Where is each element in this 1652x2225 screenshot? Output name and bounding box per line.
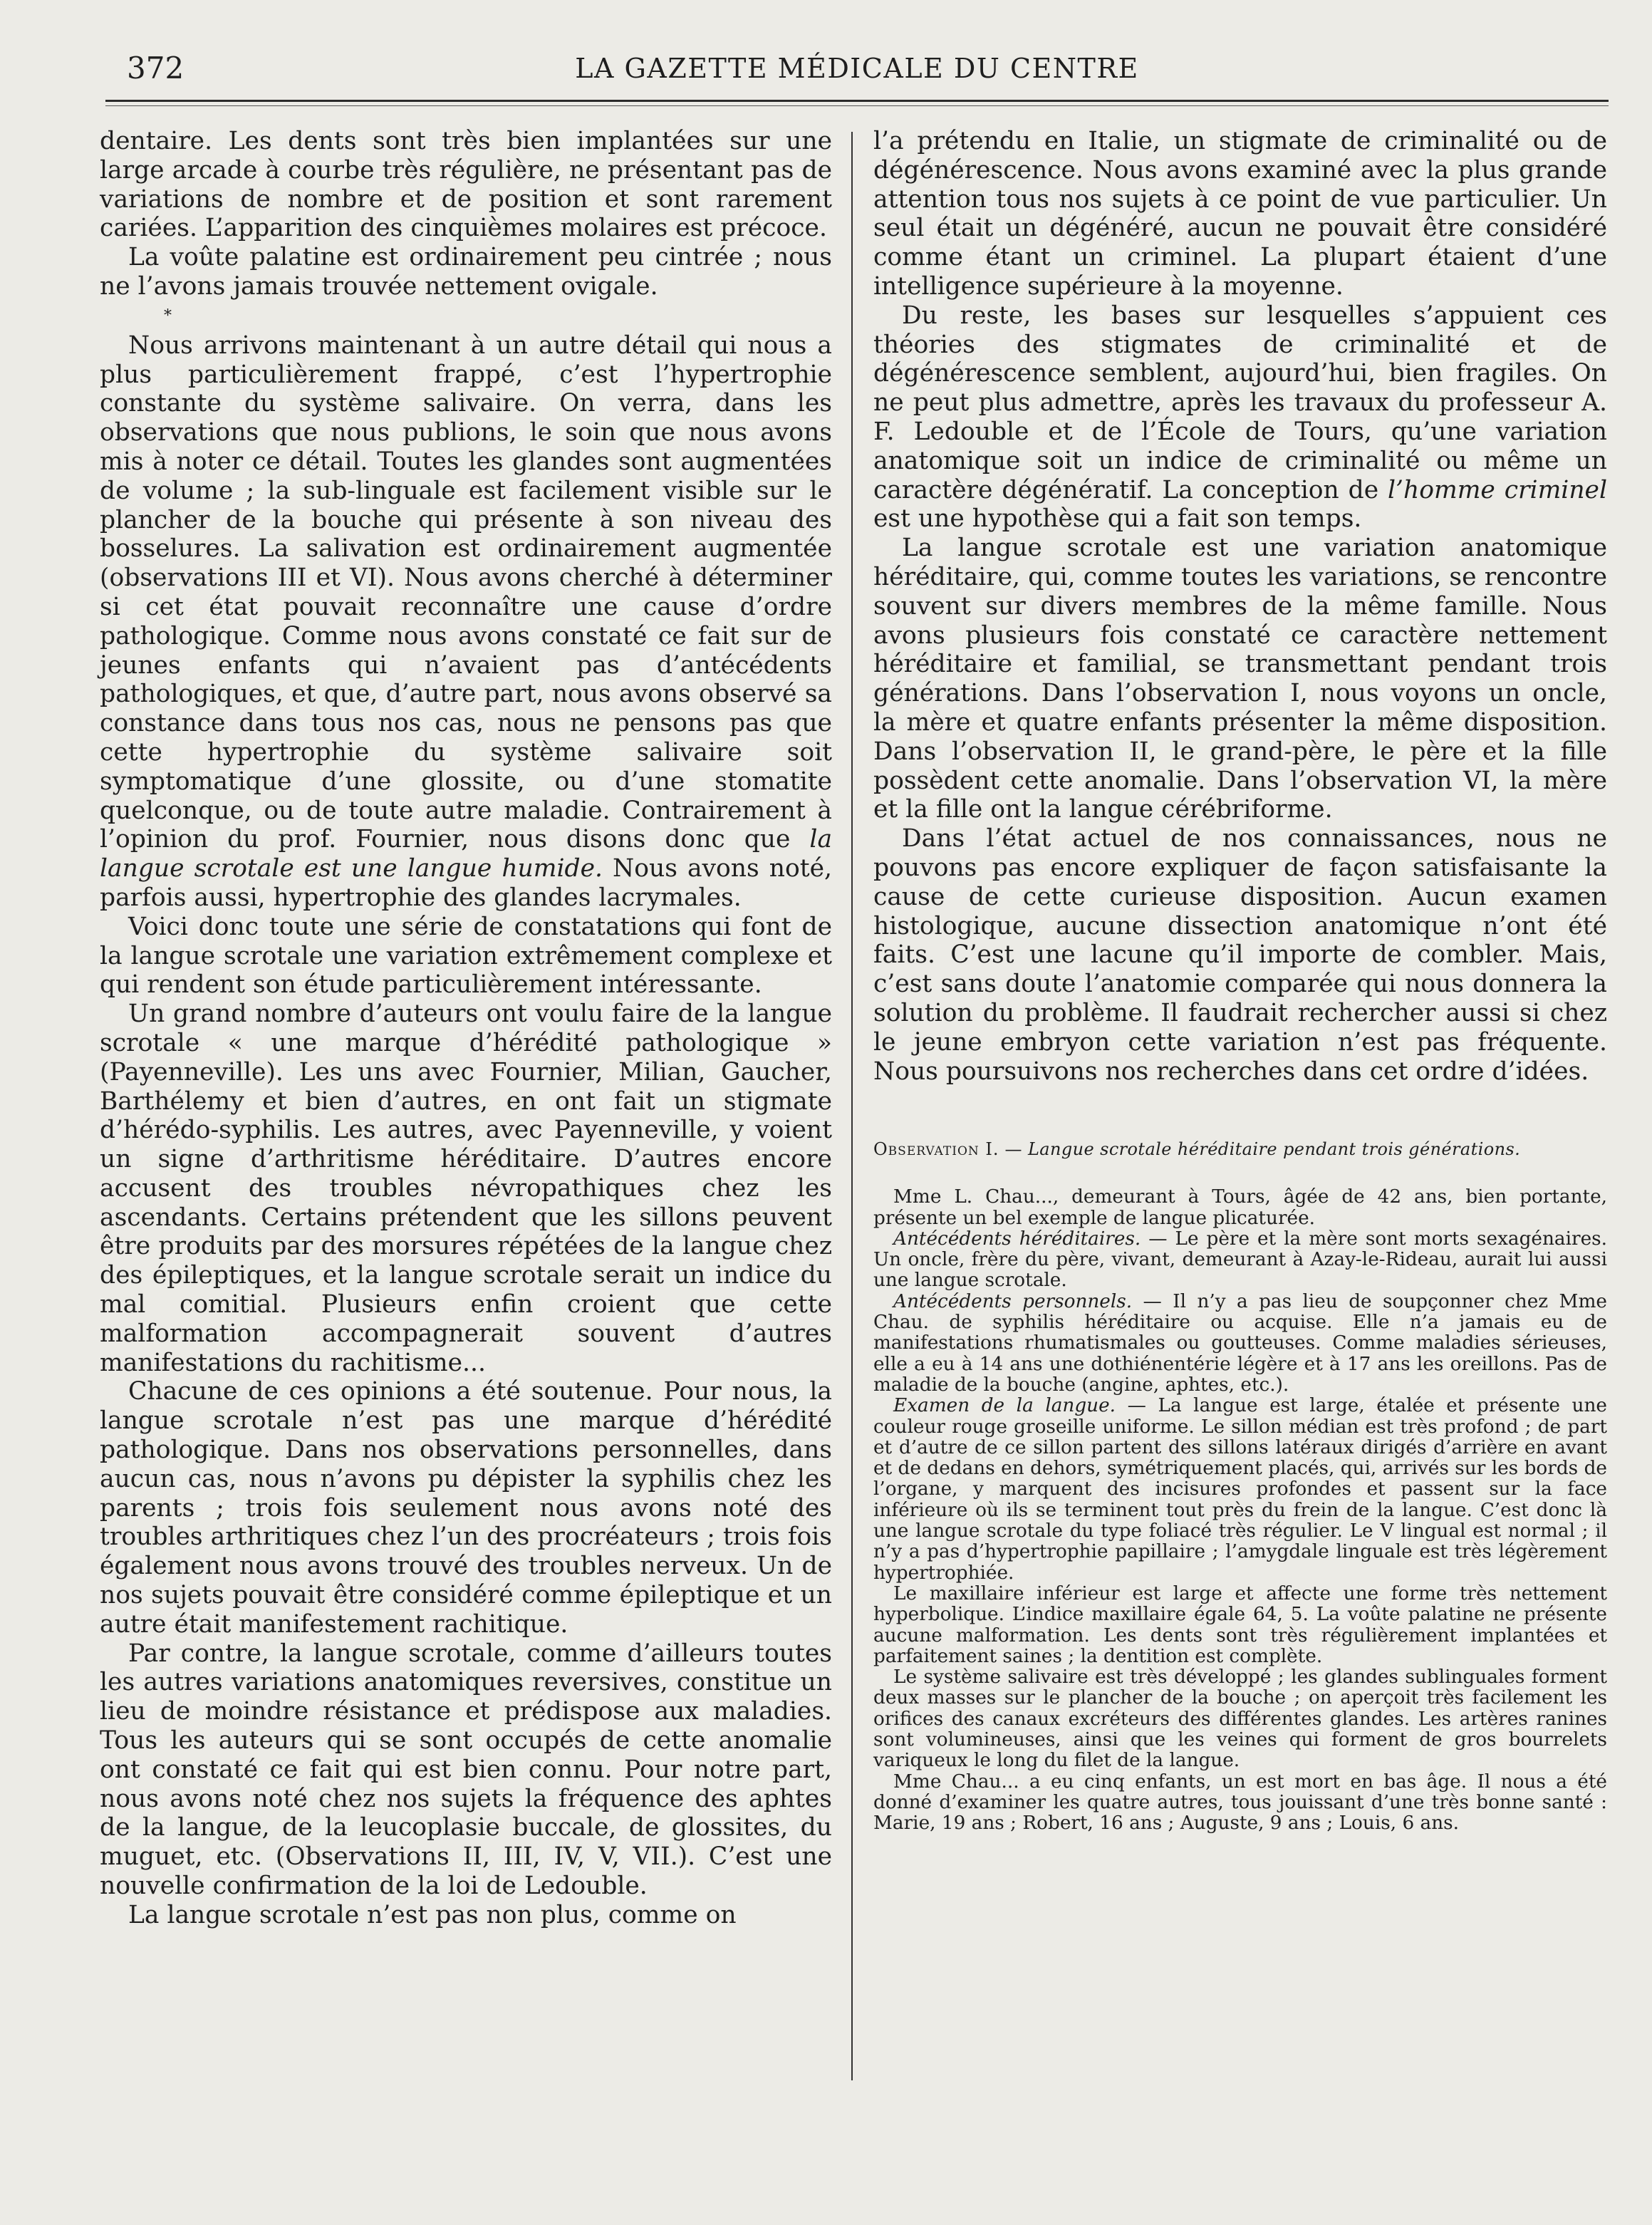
column-divider <box>851 132 853 2080</box>
observation-paragraph <box>873 1229 1607 1292</box>
paragraph-text: Du reste, les bases sur lesquelles s’appuient ces théories des stigmates de criminalité et de dégénérescence semblent, aujourd’hui, bien fragiles. On ne peut plus admettre, après les travaux du professeur A. F. Ledouble et de l’École de Tours, qu’une variation anatomique soit un indice de criminalité ou même un caractère dégénératif. La conception de <box>873 301 1607 504</box>
paragraph: Chacune de ces opinions a été soutenue. Pour nous, la langue scrotale n’est pas une marque d’hérédité pathologique. Dans nos observations personnelles, dans aucun cas, nous n’avons pu dépister la syphilis chez les parents ; trois fois seulement nous avons noté des troubles arthritiques chez l’un des procréateurs ; trois fois également nous avons trouvé des troubles nerveux. Un de nos sujets pouvait être considéré comme épileptique et un autre était manifestement rachitique. <box>100 1377 832 1639</box>
observation-text: — Il n’y a pas lieu de soupçonner chez Mme Chau. de syphilis héréditaire ou acquise. Elle n’a jamais eu de manifestations rhumatismales ou goutteuses. Comme maladies sérieuses, elle a eu à 14 ans une dothiénentérie légère et à 17 ans les oreillons. Pas de maladie de la bouche (angine, aphtes, etc.). <box>873 1290 1607 1396</box>
section-separator: * <box>164 306 172 325</box>
paragraph: La langue scrotale n’est pas non plus, comme on <box>128 1900 737 1929</box>
observation-title <box>873 1139 1607 1160</box>
observation-heading: Langue scrotale héréditaire pendant trois générations. <box>1027 1139 1521 1160</box>
observation-paragraph: Le système salivaire est très développé ; les glandes sublinguales forment deux masses sur le plancher de la bouche ; on aperçoit très facilement les orifices des canaux excréteurs des différentes glandes. Les artères ranines sont volumineuses, ainsi que les veines qui forment de gros bourrelets variqueux le long du filet de la langue. <box>873 1666 1607 1772</box>
page-header <box>105 50 1609 94</box>
observation-text: — Le père et la mère sont morts sexagénaires. Un oncle, frère du père, vivant, demeurant à Azay-le-Rideau, aurait lui aussi une langue scrotale. <box>873 1228 1607 1292</box>
subheading: Antécédents héréditaires. <box>893 1228 1141 1250</box>
paragraph <box>100 331 832 913</box>
paragraph: Par contre, la langue scrotale, comme d’ailleurs toutes les autres variations anatomiques reversives, constitue un lieu de moindre résistance et prédispose aux maladies. Tous les auteurs qui se sont occupés de cette anomalie ont constaté ce fait qui est bien connu. Pour notre part, nous avons noté chez nos sujets la fréquence des aphtes de la langue, de la leucoplasie buccale, de glossites, du muguet, etc. (Observations II, III, IV, V, VII.). C’est une nouvelle confirmation de la loi de Ledouble. <box>100 1639 832 1901</box>
observation-label: Observation I. <box>873 1139 999 1160</box>
paragraph: La langue scrotale est une variation anatomique héréditaire, qui, comme toutes les variations, se rencontre souvent sur divers membres de la même famille. Nous avons plusieurs fois constaté ce caractère nettement héréditaire et familial, se transmettant pendant trois générations. Dans l’observation I, nous voyons un oncle, la mère et quatre enfants présenter la même disposition. Dans l’observation II, le grand-père, le père et la fille possèdent cette anomalie. Dans l’observation VI, la mère et la fille ont la langue cérébriforme. <box>873 534 1607 824</box>
emphasis-text: l’homme criminel <box>1388 475 1607 504</box>
right-column <box>873 127 1607 1835</box>
paragraph: l’a prétendu en Italie, un stigmate de criminalité ou de dégénérescence. Nous avons examiné avec la plus grande attention tous nos sujets à ce point de vue particulier. Un seul était un dégénéré, aucun ne pouvait être considéré comme étant un criminel. La plupart étaient d’une intelligence supérieure à la moyenne. <box>873 127 1607 301</box>
observation-paragraph: Mme L. Chau..., demeurant à Tours, âgée de 42 ans, bien portante, présente un bel exemple de langue plicaturée. <box>873 1186 1607 1229</box>
paragraph-text: Nous arrivons maintenant à un autre détail qui nous a plus particulièrement frappé, c’est l’hypertrophie constante du système salivaire. On verra, dans les observations que nous publions, le soin que nous avons mis à noter ce détail. Toutes les glandes sont augmentées de volume ; la sub-linguale est facilement visible sur le plancher de la bouche qui présente à son niveau des bosselures. La salivation est ordinairement augmentée (observations III et VI). Nous avons cherché à déterminer si cet état pouvait reconnaître une cause d’ordre pathologique. Comme nous avons constaté ce fait sur de jeunes enfants qui n’avaient pas d’antécédents pathologiques, et que, d’autre part, nous avons observé sa constance dans tous nos cas, nous ne pensons pas que cette hypertrophie du système salivaire soit symptomatique d’une glossite, ou d’une stomatite quelconque, ou de toute autre maladie. Contrairement à l’opinion du prof. Fournier, nous disons donc que <box>100 331 832 854</box>
journal-title: LA GAZETTE MÉDICALE DU CENTRE <box>575 53 1139 84</box>
observation-text: — La langue est large, étalée et présente une couleur rouge groseille uniforme. Le sillon médian est très profond ; de part et d’autre de ce sillon partent des sillons latéraux dirigés d’arrière en avant et de dedans en dehors, symétriquement placés, qui, arrivés sur les bords de l’organe, y marquent des incisures profondes et passent sur la face inférieure où ils se terminent tout près du frein de la langue. C’est donc là une langue scrotale du type foliacé très régulier. Le V lingual est normal ; il n’y a pas d’hypertrophie papillaire ; l’amygdale linguale est très légèrement hypertrophiée. <box>873 1395 1607 1584</box>
paragraph: dentaire. Les dents sont très bien implantées sur une large arcade à courbe très régulière, ne présentant pas de variations de nombre et de position et sont rarement cariées. L’apparition des cinquièmes molaires est précoce. <box>100 127 832 243</box>
subheading: Examen de la langue. <box>893 1395 1116 1417</box>
observation-paragraph <box>873 1292 1607 1396</box>
paragraph-text: Nous avons noté, parfois aussi, hypertrophie des glandes lacrymales. <box>100 854 832 912</box>
observation-paragraph: Le maxillaire inférieur est large et affecte une forme très nettement hyperbolique. L’indice maxillaire égale 64, 5. La voûte palatine ne présente aucune malformation. Les dents sont très régulièrement implantées et parfaitement saines ; la dentition est complète. <box>873 1582 1607 1667</box>
header-rule-thin <box>105 105 1609 106</box>
header-rule <box>105 100 1609 102</box>
subheading: Antécédents personnels. <box>893 1290 1133 1312</box>
left-column <box>100 127 832 1930</box>
paragraph: Un grand nombre d’auteurs ont voulu faire de la langue scrotale « une marque d’hérédité pathologique » (Payenneville). Les uns avec Fournier, Milian, Gaucher, Barthélemy et bien d’autres, en ont fait un stigmate d’hérédo-syphilis. Les autres, avec Payenneville, y voient un signe d’arthritisme héréditaire. D’autres encore accusent des troubles névropathiques chez les ascendants. Certains prétendent que les sillons peuvent être produits par des morsures répétées de la langue chez des épileptiques, et la langue scrotale serait un indice du mal comitial. Plusieurs enfin croient que cette malformation accompagnerait souvent d’autres manifestations du rachitisme... <box>100 1000 832 1377</box>
paragraph: La voûte palatine est ordinairement peu cintrée ; nous ne l’avons jamais trouvée nettement ovigale. <box>100 243 832 301</box>
observation-body <box>873 1187 1607 1834</box>
paragraph <box>873 301 1607 534</box>
paragraph: Voici donc toute une série de constatations qui font de la langue scrotale une variation extrêmement complexe et qui rendent son étude particulièrement intéressante. <box>100 912 832 1000</box>
paragraph: Dans l’état actuel de nos connaissances, nous ne pouvons pas encore expliquer de façon satisfaisante la cause de cette curieuse disposition. Aucun examen histologique, aucune dissection anatomique n’ont été faits. C’est une lacune qu’il importe de combler. Mais, c’est sans doute l’anatomie comparée qui nous donnera la solution du problème. Il faudrait rechercher aussi si chez le jeune embryon cette variation n’est pas fréquente. Nous poursuivons nos recherches dans cet ordre d’idées. <box>873 824 1607 1086</box>
page-number: 372 <box>127 51 185 85</box>
observation-paragraph <box>873 1396 1607 1584</box>
emphasis-text: la langue scrotale est une langue humide. <box>100 825 833 883</box>
observation-paragraph: Mme Chau... a eu cinq enfants, un est mort en bas âge. Il nous a été donné d’examiner les quatre autres, tous jouissant d’une très bonne santé : Marie, 19 ans ; Robert, 16 ans ; Auguste, 9 ans ; Louis, 6 ans. <box>873 1770 1607 1835</box>
title-dash: — <box>999 1139 1028 1160</box>
paragraph-text: est une hypothèse qui a fait son temps. <box>873 504 1362 534</box>
